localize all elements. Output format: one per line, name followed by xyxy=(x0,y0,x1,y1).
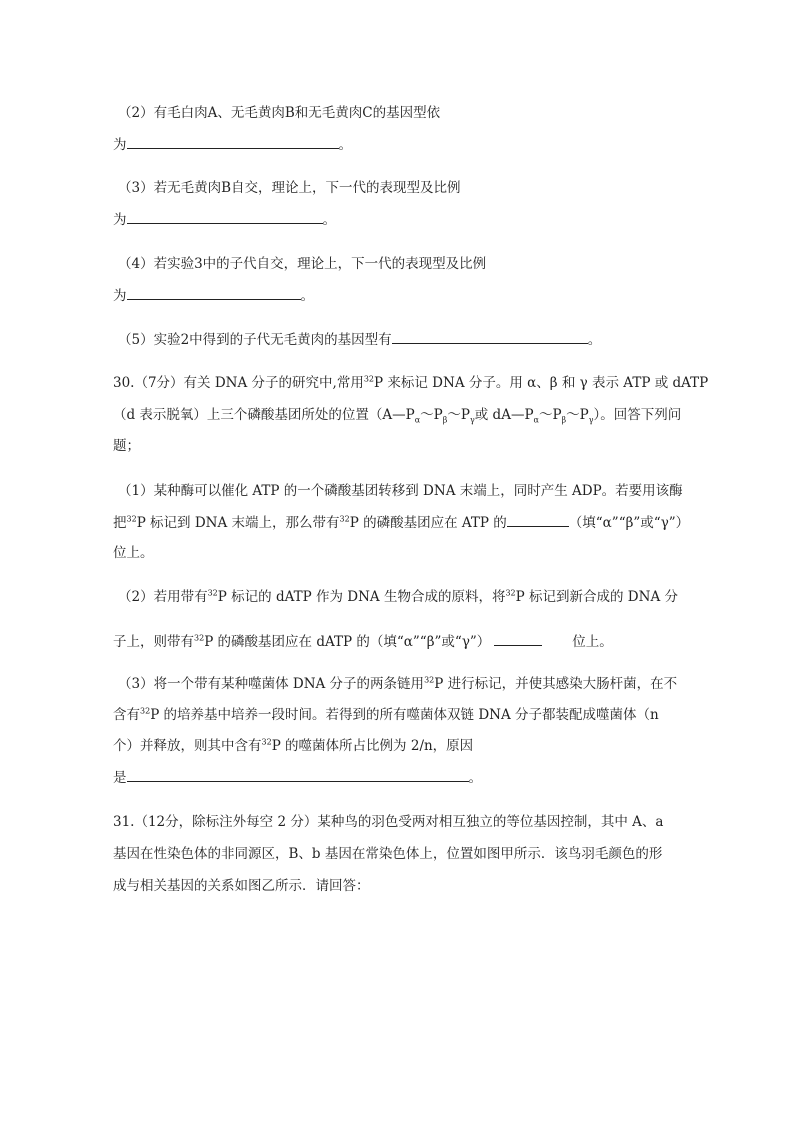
answer-blank[interactable] xyxy=(127,767,469,782)
q30-sub3-line1: （3）将一个带有某种噬菌体 DNA 分子的两条链用$^{32}$P 进行标记，并使其感染大肠杆菌，在不 xyxy=(118,675,678,692)
q30-stem-line1: 30.（7分）有关 DNA 分子的研究中,常用$^{32}$P 来标记 DNA 分子。用 α、β 和 γ 表示 ATP 或 dATP xyxy=(113,374,709,391)
q30-stem-line2: （d 表示脱氧）上三个磷酸基团所处的位置（$A—P_\alpha\sim P_\beta\sim P_\gamma$或 $dA—P_\alpha\sim P_\beta\sim P_\gamma$）。回答下列问 xyxy=(113,407,682,425)
q31-stem-line3: 成与相关基因的关系如图乙所示．请回答： xyxy=(113,878,370,894)
q31-stem-line2: 基因在性染色体的非同源区，B、b 基因在常染色体上，位置如图甲所示．该鸟羽毛颜色的形 xyxy=(113,846,663,862)
q30-sub3-line3: 个）并释放，则其中含有$^{32}$P 的噬菌体所占比例为 2/n，原因 xyxy=(113,737,474,754)
q29-part4-line1: （4）若实验3中的子代自交，理论上，下一代的表现型及比例 xyxy=(118,256,487,272)
q30-sub2-line2: 子上，则带有$^{32}$P 的磷酸基团应在 dATP 的（填“α”“β”或“γ”） 位上。 xyxy=(113,631,613,652)
answer-blank[interactable] xyxy=(127,285,301,300)
q31-stem-line1: 31.（12分，除标注外每空 2 分）某种鸟的羽色受两对相互独立的等位基因控制，其中 A、a xyxy=(113,814,664,830)
answer-blank[interactable] xyxy=(392,329,588,344)
q30-sub1-line2: 把$^{32}$P 标记到 DNA 末端上，那么带有$^{32}$P 的磷酸基团应在 ATP 的 （填“α”“β”或“γ”） xyxy=(113,512,689,533)
answer-blank[interactable] xyxy=(507,512,569,527)
q29-part3-line1: （3）若无毛黄肉B自交，理论上，下一代的表现型及比例 xyxy=(118,180,461,196)
q29-part2-line1: （2）有毛白肉A、无毛黄肉B和无毛黄肉C的基因型依 xyxy=(118,105,441,121)
answer-blank[interactable] xyxy=(494,631,542,646)
q29-part5: （5）实验2中得到的子代无毛黄肉的基因型有 。 xyxy=(118,329,601,350)
q30-sub1-line1: （1）某种酶可以催化 ATP 的一个磷酸基团转移到 DNA 末端上，同时产生 ADP。若要用该酶 xyxy=(118,483,683,499)
q30-sub3-line4: 是 。 xyxy=(113,767,482,788)
q29-part4-line2: 为 。 xyxy=(113,285,314,306)
answer-blank[interactable] xyxy=(127,209,323,224)
q30-sub3-line2: 含有$^{32}$P 的培养基中培养一段时间。若得到的所有噬菌体双链 DNA 分子都装配成噬菌体（n xyxy=(113,706,659,723)
q29-part2-line2: 为 。 xyxy=(113,134,352,155)
q29-part3-line2: 为 。 xyxy=(113,209,336,230)
q30-sub1-line3: 位上。 xyxy=(113,545,154,561)
q30-sub2-line1: （2）若用带有$^{32}$P 标记的 dATP 作为 DNA 生物合成的原料，将$^{32}$P 标记到新合成的 DNA 分 xyxy=(118,588,678,605)
q30-stem-line3: 题； xyxy=(113,438,140,454)
answer-blank[interactable] xyxy=(127,134,339,149)
